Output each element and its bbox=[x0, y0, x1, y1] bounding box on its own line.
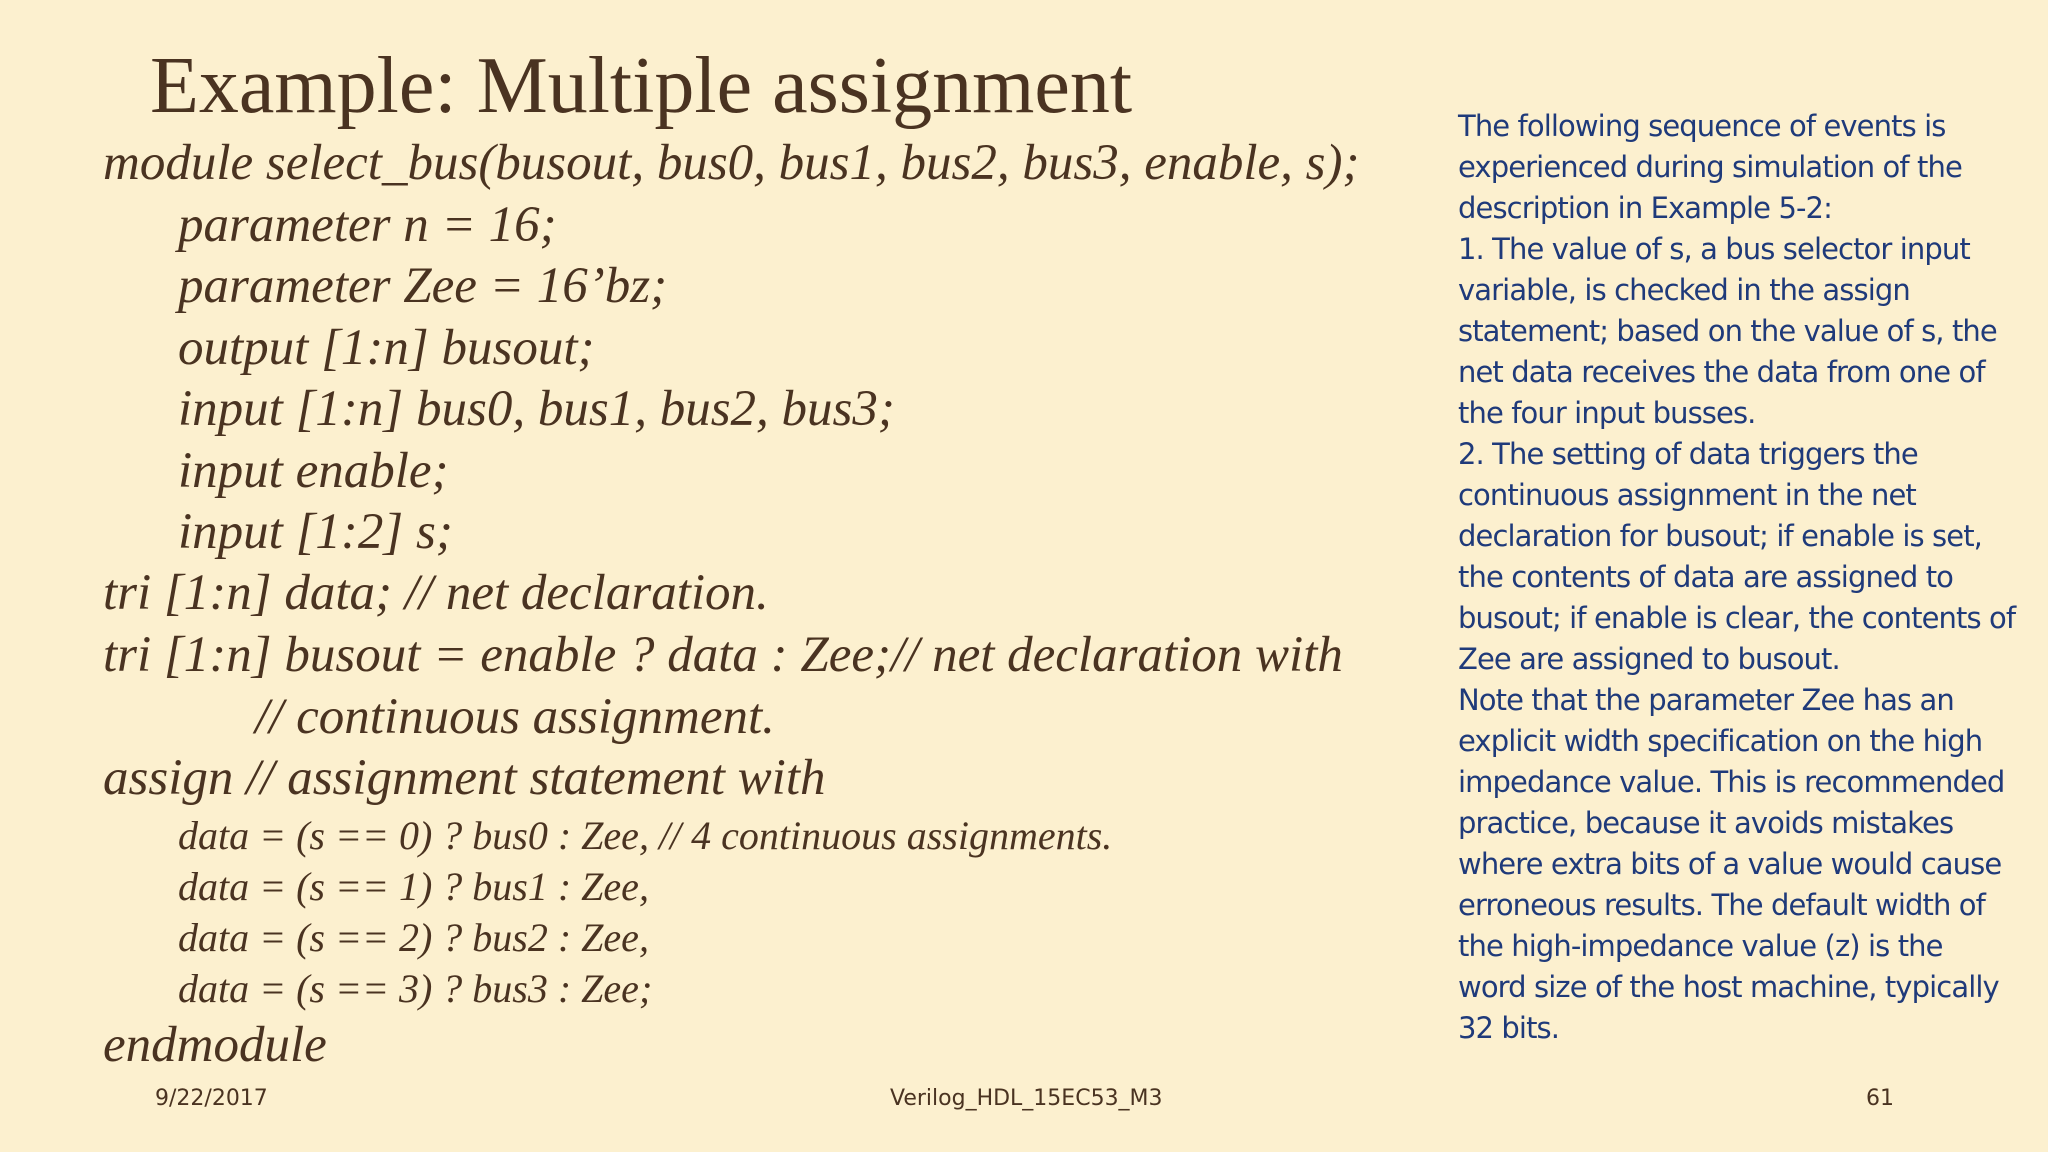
notes-intro: The following sequence of events is experienced during simulation of the description in Example 5-2: bbox=[1458, 109, 1962, 225]
code-line: data = (s == 2) ? bus2 : Zee, bbox=[178, 915, 649, 960]
notes-note: Note that the parameter Zee has an explicit width specification on the high impedance value. This is recommended practice, because it avoids mistakes where extra bits of a value would cause erroneous results. The default width of the high-impedance value (z) is the word size of the host machine, typically 32 bits. bbox=[1458, 683, 2005, 1045]
code-line: parameter Zee = 16’bz; bbox=[178, 258, 668, 314]
code-line: endmodule bbox=[103, 1017, 327, 1073]
footer-course: Verilog_HDL_15EC53_M3 bbox=[890, 1086, 1163, 1111]
explanation-notes bbox=[1458, 106, 2018, 1049]
code-line: input [1:2] s; bbox=[178, 504, 453, 560]
notes-point-2: 2. The setting of data triggers the continuous assignment in the net declaration for busout; if enable is set, the contents of data are assigned to busout; if enable is clear, the contents of Zee are assigned to busout. bbox=[1458, 437, 2016, 676]
code-line: // continuous assignment. bbox=[255, 689, 775, 745]
code-line: data = (s == 0) ? bus0 : Zee, // 4 continuous assignments. bbox=[178, 813, 1113, 858]
slide-title: Example: Multiple assignment bbox=[150, 42, 1133, 130]
code-line: data = (s == 1) ? bus1 : Zee, bbox=[178, 864, 649, 909]
code-line: module select_bus(busout, bus0, bus1, bus2, bus3, enable, s); bbox=[103, 135, 1360, 191]
footer-page-number: 61 bbox=[1866, 1086, 1894, 1111]
footer-date: 9/22/2017 bbox=[155, 1086, 268, 1111]
code-line: tri [1:n] busout = enable ? data : Zee;// net declaration with bbox=[103, 627, 1343, 683]
code-line: data = (s == 3) ? bus3 : Zee; bbox=[178, 966, 653, 1011]
code-line: output [1:n] busout; bbox=[178, 320, 595, 376]
notes-point-1: 1. The value of s, a bus selector input variable, is checked in the assign statement; based on the value of s, the net data receives the data from one of the four input busses. bbox=[1458, 232, 1997, 430]
code-line: parameter n = 16; bbox=[178, 197, 557, 253]
code-line: input enable; bbox=[178, 443, 449, 499]
code-line: tri [1:n] data; // net declaration. bbox=[103, 565, 769, 621]
code-line: assign // assignment statement with bbox=[103, 750, 826, 806]
code-line: input [1:n] bus0, bus1, bus2, bus3; bbox=[178, 381, 895, 437]
